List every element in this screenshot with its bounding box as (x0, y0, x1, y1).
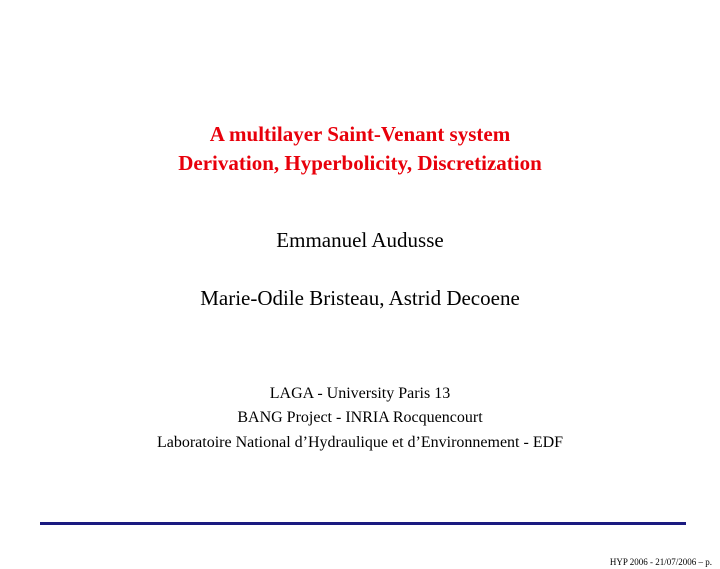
affiliation-laga: LAGA - University Paris 13 (269, 385, 451, 402)
footer-divider (40, 522, 686, 525)
primary-author: Emmanuel Audusse (276, 228, 444, 252)
co-authors: Marie-Odile Bristeau, Astrid Decoene (200, 286, 520, 310)
slide-footer: HYP 2006 - 21/07/2006 – p. (609, 557, 712, 567)
slide-title-line-1: A multilayer Saint-Venant system (209, 122, 511, 146)
affiliation-edf: Laboratoire National d’Hydraulique et d’Environnement - EDF (156, 434, 564, 451)
slide-title-line-2: Derivation, Hyperbolicity, Discretization (178, 151, 542, 175)
affiliation-inria: BANG Project - INRIA Rocquencourt (237, 409, 483, 426)
